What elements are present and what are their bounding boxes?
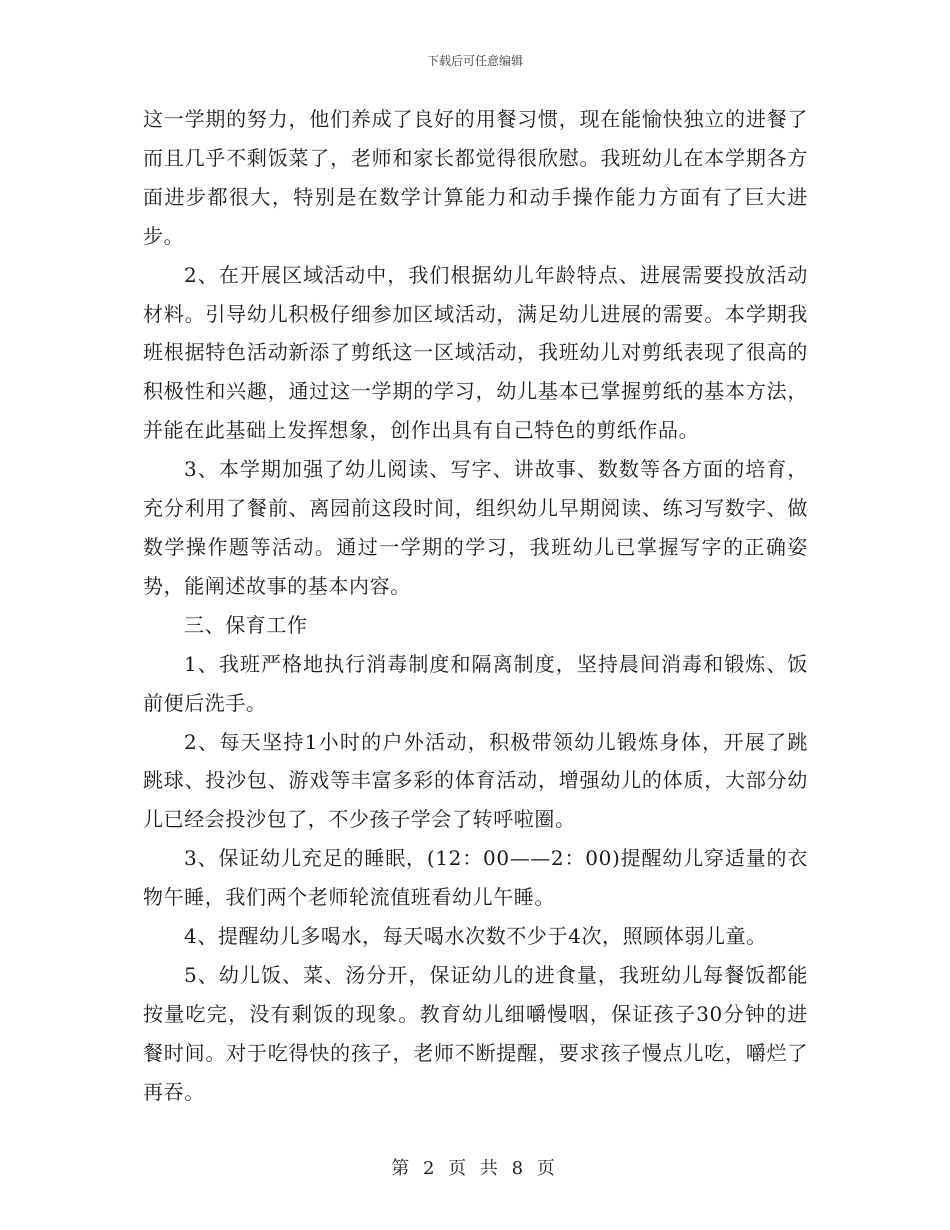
paragraph-continued: 这一学期的努力，他们养成了良好的用餐习惯，现在能愉快独立的进餐了而且几乎不剩饭菜了，老师和家长都觉得很欣慰。我班幼儿在本学期各方面进步都很大，特别是在数学计算能力和动手操作能力方面有了巨大进步。 xyxy=(143,107,808,248)
paragraph-care-1: 1、我班严格地执行消毒制度和隔离制度，坚持晨间消毒和锻炼、饭前便后洗手。 xyxy=(143,651,808,715)
paragraph-care-3: 3、保证幼儿充足的睡眠，(12：00——2：00)提醒幼儿穿适量的衣物午睡，我们两个老师轮流值班看幼儿午睡。 xyxy=(143,846,808,910)
section-heading-care-work: 三、保育工作 xyxy=(184,612,308,637)
paragraph-item-2: 2、在开展区域活动中，我们根据幼儿年龄特点、进展需要投放活动材料。引导幼儿积极仔细参加区域活动，满足幼儿进展的需要。本学期我班根据特色活动新添了剪纸这一区域活动，我班幼儿对剪纸表现了很高的积极性和兴趣，通过这一学期的学习，幼儿基本已掌握剪纸的基本方法，并能在此基础上发挥想象，创作出具有自己特色的剪纸作品。 xyxy=(143,262,808,443)
page-header: 下载后可任意编辑 xyxy=(426,54,523,68)
document-body xyxy=(143,100,808,1112)
paragraph-item-3: 3、本学期加强了幼儿阅读、写字、讲故事、数数等各方面的培育，充分利用了餐前、离园前这段时间，组织幼儿早期阅读、练习写数字、做数学操作题等活动。通过一学期的学习，我班幼儿已掌握写字的正确姿势，能阐述故事的基本内容。 xyxy=(143,457,808,598)
paragraph-care-4: 4、提醒幼儿多喝水，每天喝水次数不少于4次，照顾体弱儿童。 xyxy=(184,924,767,949)
page-number-footer: 第 2 页 共 8 页 xyxy=(391,1158,559,1179)
paragraph-care-5: 5、幼儿饭、菜、汤分开，保证幼儿的进食量，我班幼儿每餐饭都能按量吃完，没有剩饭的现象。教育幼儿细嚼慢咽，保证孩子30分钟的进餐时间。对于吃得快的孩子，老师不断提醒，要求孩子慢点儿吃，嚼烂了再吞。 xyxy=(143,962,808,1104)
paragraph-care-2: 2、每天坚持1小时的户外活动，积极带领幼儿锻炼身体，开展了跳跳球、投沙包、游戏等丰富多彩的体育活动，增强幼儿的体质，大部分幼儿已经会投沙包了，不少孩子学会了转呼啦圈。 xyxy=(143,729,808,832)
